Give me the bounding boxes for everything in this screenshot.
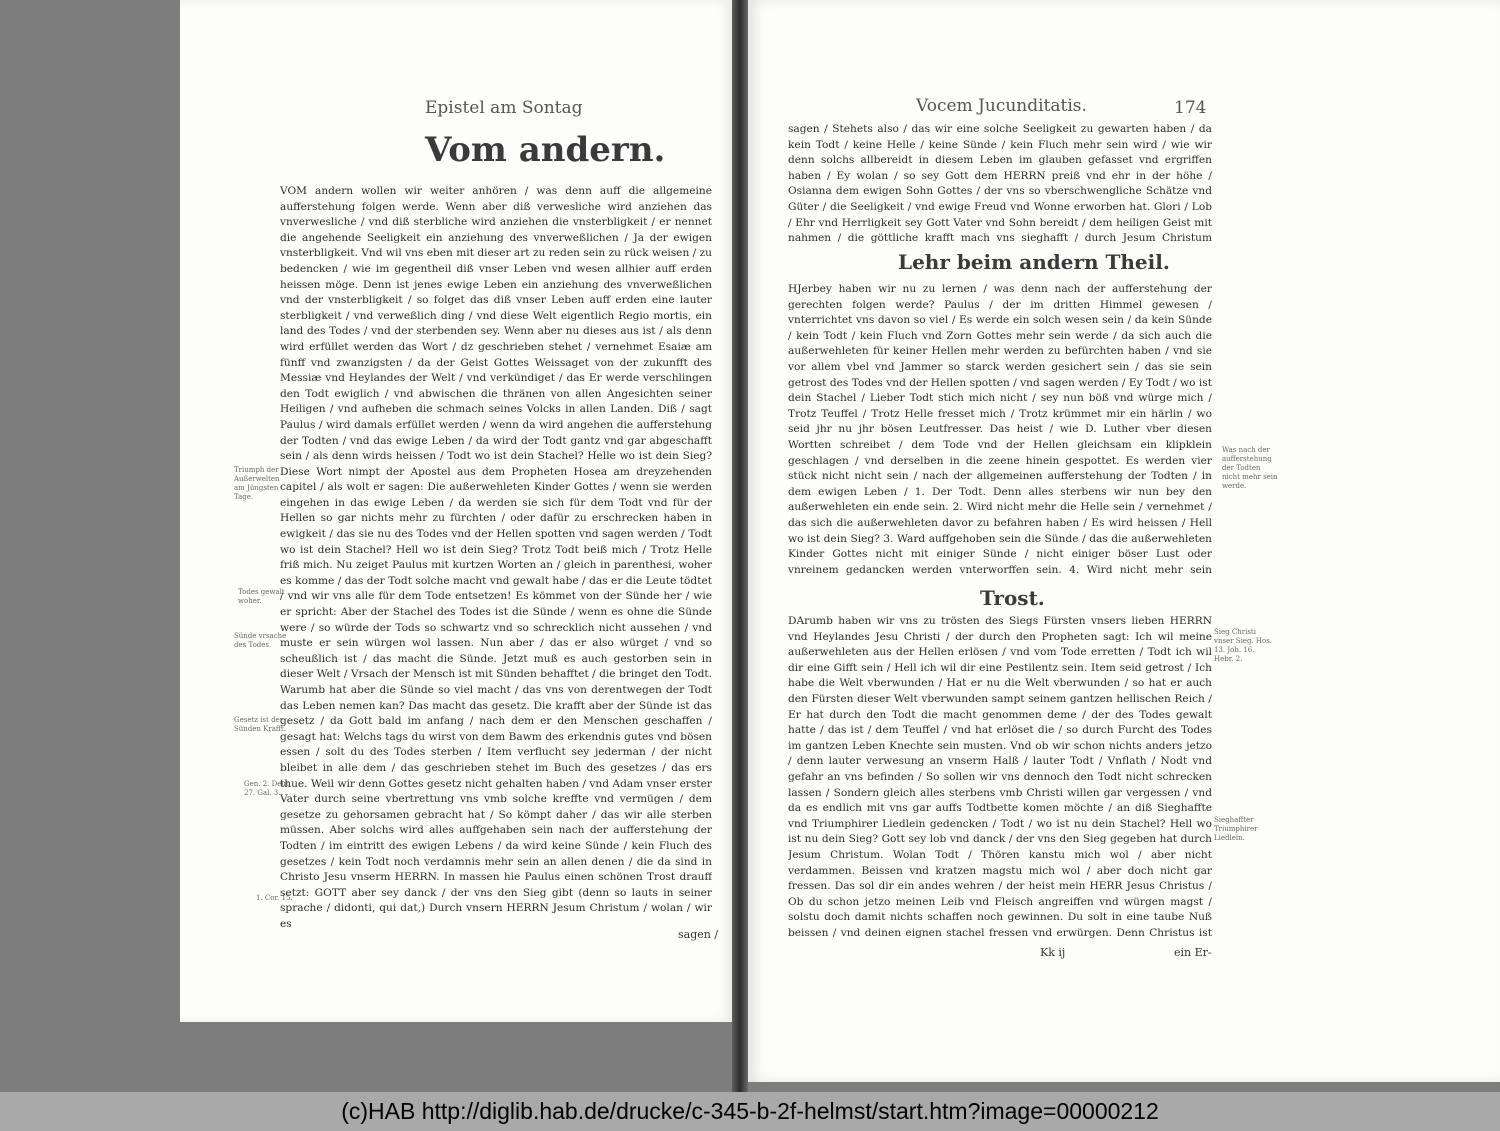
signature-mark: Kk ij <box>1040 946 1066 959</box>
book-gutter <box>732 0 748 1092</box>
left-body-column <box>280 184 712 960</box>
footer-bar <box>0 1092 1500 1131</box>
left-body-text: VOM andern wollen wir weiter anhören / was denn auff die allgemeine aufferstehung folgen werde. Wenn aber diß verwesliche wird anziehen das vnverwesliche / vnd diß sterbliche wird anziehen die vnsterbligkeit / er nennet die angehende Seeligkeit ein anziehung des vnverweßlichen / Ja der ewigen vnsterbligkeit. Vnd wil vns eben mit dieser art zu reden sein zu rück weisen / zu bedencken / wie im gegentheil diß vnser Leben vnd wesen allhier auff erden heissen möge. Denn ist jenes ewige Leben ein anziehung des vnverweßlichen vnd der vnsterbligkeit / so folget das diß vnser Leben auff erden eine lauter sterbligkeit / vnd verweßlich ding / vnd diese Welt eigentlich Regio mortis, ein land des Todes / vnd der sterbenden sey. Wenn aber nu dieses aus ist / als denn wird erfüllet werden das Wort / dz geschrieben stehet / vernehmet Esaiæ am fünff vnd zwanzigsten / da der Geist Gottes Weissaget von der zukunfft des Messiæ vnd Heylandes der Welt / vnd verkündiget / das Er werde verschlingen den Todt ewiglich / vnd abwischen die thränen von allen Angesichten seiner Heiligen / vnd aufheben die schmach seines Volcks in allen Landen. Diß / sagt Paulus / wird damals erfüllet werden / wenn da wird angehen die aufferstehung der Todten / vnd das ewige Leben / da wird der Todt gantz vnd gar abgeschafft sein / als denn wirds heissen / Todt wo ist dein Stachel? Helle wo ist dein Sieg? Diese Wort nimpt der Apostel aus dem Propheten Hosea am dreyzehenden capitel / als wolt er sagen: Die außerwehleten Kinder Gottes / wenn sie werden eingehen in das ewige Leben / da werden sie sich für dem Todt vnd für der Hellen so gar nichts mehr zu fürchten / oder dafür zu erschrecken haben in ewigkeit / das sie nu des Todes vnd der Hellen spotten vnd sagen werden / Todt wo ist dein Stachel? Hell wo ist dein Sieg? Trotz Todt beiß mich / Trotz Helle friß mich. Nu zeiget Paulus mit kurtzen Worten an / gleich in parenthesi, woher es komme / das der Todt solche macht vnd gewalt habe / das er die Leute tödtet / vnd wir vns alle für dem Tode entsetzen! Es kömmet von der Sünde her / wie er spricht: Aber der Stachel des Todes ist die Sünde / wenn es ohne die Sünde were / so würde der Tods so schwartz vnd so schrecklich nicht aussehen / vnd muste er sein würgen wol lassen. Nun aber / das er also würget / vnd so scheußlich ist / das macht die Sünde. Jetzt muß es auch gestorben sein in dieser Welt / Vrsach der Mensch ist mit Sünden behafftet / die bringet den Todt. Warumb hat aber die Sünde so viel macht / das vns von derentwegen der Todt das Leben nemen kan? Das macht das gesetz. Die krafft aber der Sünde ist das gesetz / da Gott bald im anfang / nach dem er den Menschen geschaffen / gesagt hat: Welchs tags du wirst von dem Bawm des erkendnis gutes vnd bösen essen / solt du des Todes sterben / Item verflucht sey jederman / der nicht bleibet in alle dem / das geschrieben stehet im Buch des gesetzes / das ers thue. Weil wir denn Gottes gesetz nicht gehalten haben / vnd Adam vnser erster Vater durch seine vbertrettung vns vmb solche kreffte vnd vermügen / dem gesetze zu gehorsamen gebracht hat / So kömpt daher / das wir alle sterben müssen. Aber solchs wird alles auffgehaben sein nach der aufferstehung der Todten / im eintritt des ewigen Lebens / da wird keine Sünde / kein Fluch des gesetzes / kein Todt noch verdamnis mehr sein an allen denen / die da sind in Christo Jesu vnserm HERRN. In massen hie Paulus einen schönen Trost drauff setzt: GOTT aber sey danck / der vns den Sieg gibt (denn so lauts in seiner sprache / didonti, qui dat,) Durch vnsern HERRN Jesum Christum / wolan / wir es <box>280 185 712 930</box>
margin-note: Todes gewalt woher. <box>238 588 285 605</box>
right-top-text: sagen / Stehets also / das wir eine solche Seeligkeit zu gewarten haben / da kein Todt / keine Helle / keine Sünde / kein Fluch mehr sein wird / wie wir denn solchs allbereidt in diesem Leben im glauben gefasset vnd ergriffen haben / Ey wolan / so sey Gott dem HERRN preiß vnd ehr in der höhe / Osianna dem ewigen Sohn Gottes / der vns so vberschwengliche Schätze vnd Güter / die Seeligkeit / vnd ewige Freud vnd Wonne erworben hat. Glori / Lob / Ehr vnd Herrligkeit sey Gott Vater vnd Sohn bereidt / dem heiligen Geist mit nahmen / die göttliche krafft mach vns sieghafft / durch Jesum Christum <box>788 123 1212 245</box>
left-page <box>180 0 732 1022</box>
margin-note: Was nach der aufferstehung der Todten nicht mehr sein werde. <box>1222 446 1278 490</box>
right-running-head: Vocem Jucunditatis. <box>916 96 1087 116</box>
lehr-text: HJerbey haben wir nu zu lernen / was denn nach der aufferstehung der gerechten folgen werde? Paulus / der im dritten Himmel gewesen / vnterrichtet vns davon so viel / Es werde ein solch wesen sein / da kein Sünde / kein Todt / kein Fluch vnd Zorn Gottes mehr sein werde / da sich auch die außerwehleten für keiner Hellen mehr werden zu befürchten haben / vnd sie vor allem vbel vnd Jammer so starck werden gesichert sein / das sie sein getrost des Todes vnd der Hellen spotten / vnd sagen werden / Ey Todt / wo ist dein Stachel / Lieber Todt stich mich nicht / sey nun böß vnd würge mich / Trotz Teuffel / Trotz Helle fresset mich / Trotz krümmet mir ein härlin / wo seid jhr nu jhr bösen Leutfresser. Das heist / wie D. Luther vber diesen Wortten schreibet / dem Tode vnd der Hellen gleichsam ein klipklein geschlagen / vnd derselben in die zeene hinein gespottet. Es werden vier stück nicht nicht sein / nach der allgemeinen aufferstehung der Todten / in dem ewigen Leben / 1. Der Todt. Denn alles sterbens wir nun bey den außerwehleten ein ende sein. 2. Wird nicht mehr die Helle sein / vernehmet / das sich die außerwehleten davor zu befahren haben / Es wird heissen / Hell wo ist dein Sieg? 3. Ward auffgehoben sein die Sünde / das die außerwehleten Kinder Gottes nicht mit einiger Sünde / nicht einiger böser Lust oder vnreinem gedancken werden vnterworffen sein. 4. Wird nicht mehr sein <box>788 283 1212 576</box>
margin-note: Triumph der Außerwelten am Jüngsten Tage. <box>234 466 280 501</box>
left-catchword: sagen / <box>678 928 719 941</box>
trost-column <box>788 614 1212 942</box>
left-section-title: Vom andern. <box>425 130 666 170</box>
right-page <box>748 0 1500 1082</box>
margin-note: Sieghaffter Triumphirer Liedlein. <box>1214 816 1258 842</box>
trost-text: DArumb haben wir vns zu trösten des Siegs Fürsten vnsers lieben HERRN vnd Heylandes Jesu Christi / der durch den Propheten sagt: Ich wil meine außerwehleten aus der Hellen erlösen / vnd vom Tode erretten / Todt ich wil dir eine Gifft sein / Hell ich wil dir eine Pestilentz sein. Item seid getrost / Ich habe die Welt vberwunden / Hat er nu die Welt vberwunden / so hat er auch den Fürsten dieser Welt vberwunden sampt seinem gantzen hellischen Reich / Er hat durch den Todt die macht genommen deme / der des Todes gewalt hatte / das ist / dem Teuffel / vnd hat erlöset die / so durch Furcht des Todes im gantzen Leben Knechte sein musten. Vnd ob wir schon nichts anders jetzo / denn lauter verwesung an vnserm Halß / lauter Todt / Vnflath / Nodt vnd gefahr an vns befinden / So sollen wir vns dennoch den Todt nicht schrecken lassen / Sondern gleich alles sterbens vmb Christi willen gar vergessen / vnd da es endlich mit vns gar auffs Todtbette komen möchte / an diß Sieghaffte vnd Triumphirer Liedlein gedencken / Todt / wo ist nu dein Stachel? Hell wo ist nu dein Sieg? Gott sey lob vnd danck / der vns den Sieg gegeben hat durch Jesum Christum. Wolan Todt / Thören kanstu mich wol / aber nicht verdammen. Beissen vnd kratzen magstu mich wol / aber doch nicht gar fressen. Das sol dir ein andes wehren / der heist mein HERR Jesus Christus / Ob du schon jetzo meinen Leib vnd Fleisch angreiffen vnd würgen magst / solstu doch damit nichts schaffen noch gewinnen. Du solt in eine taube Nuß beissen / vnd deinen eignen stachel fressen vnd erwürgen. Denn Christus ist <box>788 615 1212 939</box>
margin-note: Gesetz ist der Sünden Krafft. <box>234 716 286 733</box>
margin-note: Gen. 2. Deut. 27. Gal. 3. <box>244 780 291 797</box>
lehr-column <box>788 282 1212 578</box>
trost-heading: Trost. <box>980 586 1045 610</box>
margin-note: Sieg Christi vnser Sieg. Hos. 13. Joh. 16. Hebr. 2. <box>1214 628 1273 663</box>
margin-note: 1. Cor. 15. <box>256 894 293 902</box>
left-running-head: Epistel am Sontag <box>425 98 583 118</box>
folio-number: 174 <box>1174 98 1207 118</box>
copyright-url: (c)HAB http://diglib.hab.de/drucke/c-345-b-2f-helmst/start.htm?image=00000212 <box>341 1098 1159 1124</box>
right-catchword: ein Er- <box>1174 946 1212 959</box>
lehr-heading: Lehr beim andern Theil. <box>898 250 1170 274</box>
right-top-column <box>788 122 1212 246</box>
margin-note: Sünde vrsache des Todes. <box>234 632 287 649</box>
